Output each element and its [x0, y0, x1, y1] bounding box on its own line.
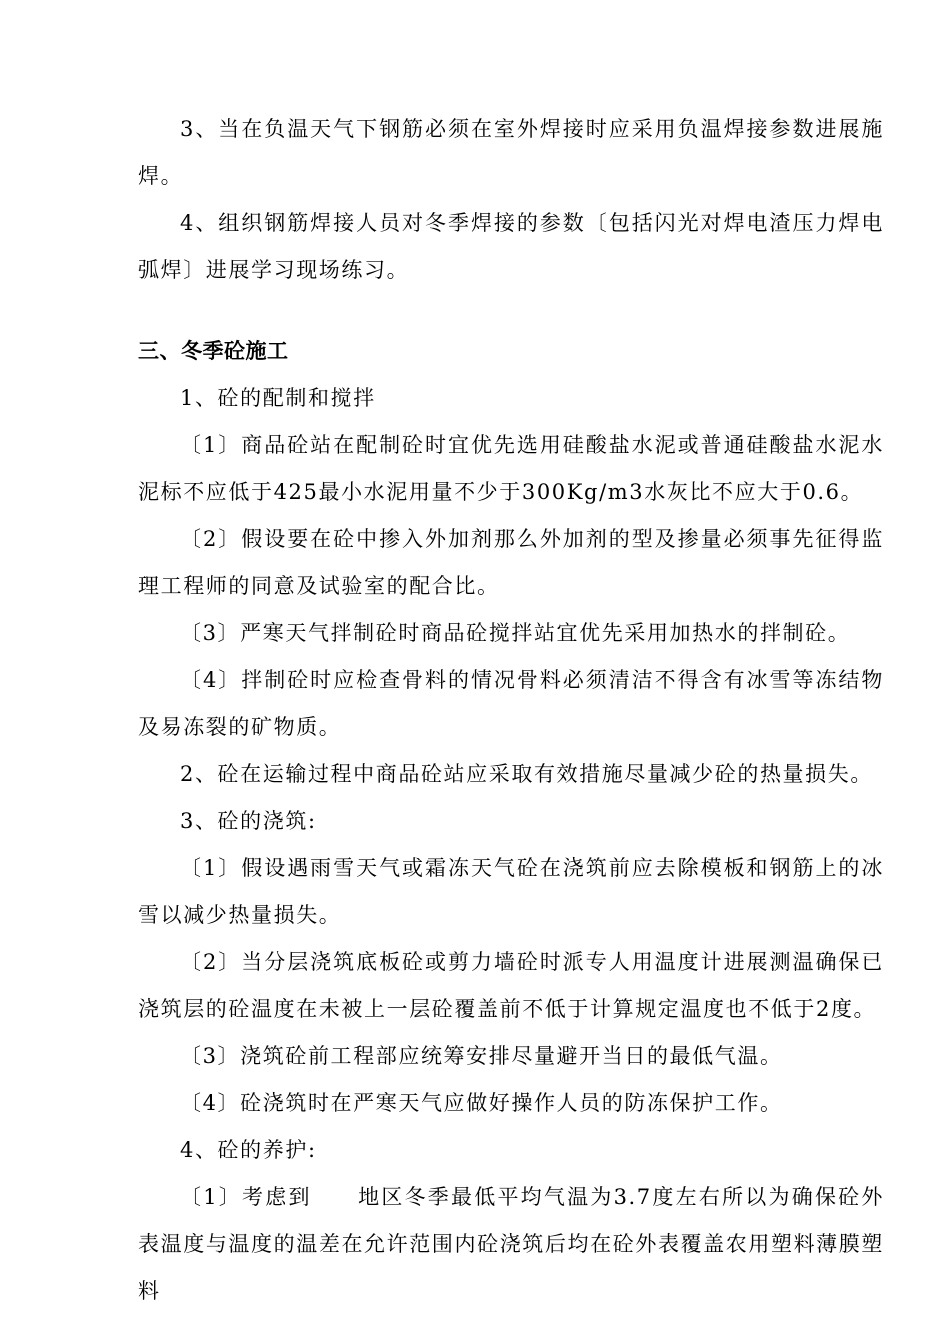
document-body: [138, 106, 884, 1315]
paragraph-mixing-cement: 〔1〕商品砼站在配制砼时宜优先选用硅酸盐水泥或普通硅酸盐水泥水泥标不应低于425最小水泥用量不少于300Kg/m3水灰比不应大于0.6。: [138, 433, 884, 504]
paragraph-transport: 2、砼在运输过程中商品砼站应采取有效措施尽量减少砼的热量损失。: [180, 762, 873, 786]
paragraph-pouring-snow: 〔1〕假设遇雨雪天气或霜冻天气砼在浇筑前应去除模板和钢筋上的冰雪以减少热量损失。: [138, 856, 884, 927]
paragraph-pouring-layers: 〔2〕当分层浇筑底板砼或剪力墙砼时派专人用温度计进展测温确保已浇筑层的砼温度在未被上一层砼覆盖前不低于计算规定温度也不低于2度。: [138, 950, 884, 1021]
paragraph-curing-title: 4、砼的养护:: [180, 1138, 317, 1162]
paragraph-pouring-title: 3、砼的浇筑:: [180, 809, 317, 833]
paragraph-mixing-hot-water: 〔3〕严寒天气拌制砼时商品砼搅拌站宜优先采用加热水的拌制砼。: [180, 621, 851, 645]
paragraph-mixing-admixture: 〔2〕假设要在砼中掺入外加剂那么外加剂的型及掺量必须事先征得监理工程师的同意及试验室的配合比。: [138, 527, 884, 598]
paragraph-welding-negative-temp: 3、当在负温天气下钢筋必须在室外焊接时应采用负温焊接参数进展施焊。: [138, 117, 884, 188]
section-spacer: [138, 294, 884, 328]
paragraph-pouring-schedule: 〔3〕浇筑砼前工程部应统筹安排尽量避开当日的最低气温。: [180, 1044, 783, 1068]
paragraph-curing-cover: 〔1〕考虑到 地区冬季最低平均气温为3.7度左右所以为确保砼外表温度与温度的温差在允许范围内砼浇筑后均在砼外表覆盖农用塑料薄膜塑料: [138, 1185, 884, 1303]
paragraph-mixing-aggregate: 〔4〕拌制砼时应检查骨料的情况骨料必须清洁不得含有冰雪等冻结物及易冻裂的矿物质。: [138, 668, 884, 739]
paragraph-mixing-title: 1、砼的配制和搅拌: [180, 386, 376, 410]
section-heading: 三、冬季砼施工: [138, 339, 289, 363]
paragraph-welding-training: 4、组织钢筋焊接人员对冬季焊接的参数〔包括闪光对焊电渣压力焊电弧焊〕进展学习现场练习。: [138, 211, 884, 282]
paragraph-pouring-protection: 〔4〕砼浇筑时在严寒天气应做好操作人员的防冻保护工作。: [180, 1091, 783, 1115]
